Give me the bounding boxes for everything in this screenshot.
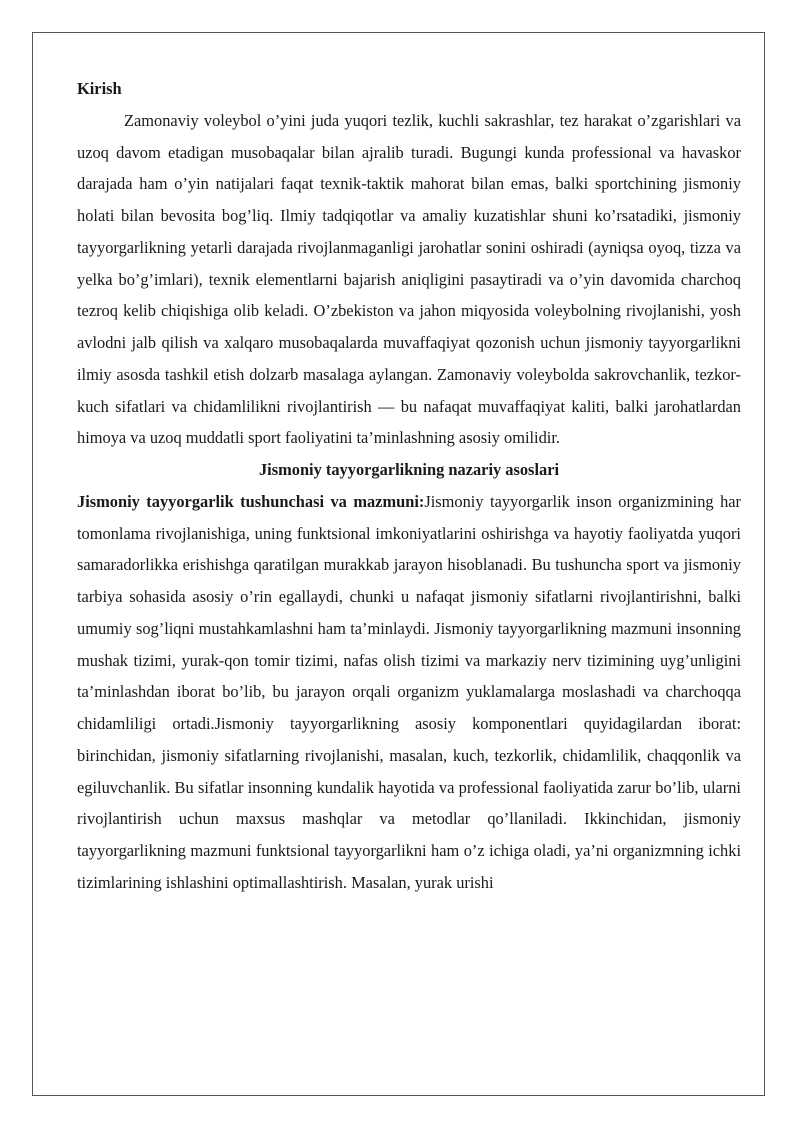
section-heading: Jismoniy tayyorgarlikning nazariy asoslari xyxy=(258,460,560,479)
document-body xyxy=(77,73,741,899)
section-paragraph xyxy=(77,486,741,899)
section-subheading: Jismoniy tayyorgarlik tushunchasi va mazmuni: xyxy=(77,491,425,511)
intro-paragraph: Zamonaviy voleybol o’yini juda yuqori tezlik, kuchli sakrashlar, tez harakat o’zgarishlari va uzoq davom etadigan musobaqalar bilan ajralib turadi. Bugungi kunda professional va havaskor darajada ham o’yin natijalari faqat texnik-taktik mahorat bilan emas, balki sportchining jismoniy holati bilan bevosita bog’liq. Ilmiy tadqiqotlar va amaliy kuzatishlar shuni ko’rsatadiki, jismoniy tayyorgarlikning yetarli darajada rivojlanmaganligi jarohatlar sonini oshiradi (ayniqsa oyoq, tizza va yelka bo’g’imlari), texnik elementlarni bajarish aniqligini pasaytiradi va o’yin davomida charchoq tezroq kelib chiqishiga olib keladi. O’zbekiston va jahon miqyosida voleybolning rivojlanishi, yosh avlodni jalb qilish va xalqaro musobaqalarda muvaffaqiyat qozonish uchun jismoniy tayyorgarlikni ilmiy asosda tashkil etish dolzarb masalaga aylangan. Zamonaviy voleybolda sakrovchanlik, tezkor-kuch sifatlari va chidamlilikni rivojlantirish — bu nafaqat muvaffaqiyat kaliti, balki jarohatlardan himoya va uzoq muddatli sport faoliyatini ta’minlashning asosiy omilidir. xyxy=(77,110,741,448)
section-paragraph-text: Jismoniy tayyorgarlik inson organizmining har tomonlama rivojlanishiga, uning funktsional imkoniyatlarini oshirishga va hayotiy faoliyatda yuqori samaradorlikka erishishga qaratilgan murakkab jarayon hisoblanadi. Bu tushuncha sport va jismoniy tarbiya sohasida asosiy o’rin egallaydi, chunki u nafaqat jismoniy sifatlarni rivojlantirishni, balki umumiy sog’liqni mustahkamlashni ham ta’minlaydi. Jismoniy tayyorgarlikning mazmuni insonning mushak tizimi, yurak-qon tomir tizimi, nafas olish tizimi va markaziy nerv tizimining uyg’unligini ta’minlashdan iborat bo’lib, bu jarayon orqali organizm yuklamalarga moslashadi va charchoqqa chidamliligi ortadi.Jismoniy tayyorgarlikning asosiy komponentlari quyidagilardan iborat: birinchidan, jismoniy sifatlarning rivojlanishi, masalan, kuch, tezkorlik, chidamlilik, chaqqonlik va egiluvchanlik. Bu sifatlar insonning kundalik hayotida va professional faoliyatida zarur bo’lib, ularni rivojlantirish uchun maxsus mashqlar va metodlar qo’llaniladi. Ikkinchidan, jismoniy tayyorgarlikning mazmuni funktsional tayyorgarlikni ham o’z ichiga oladi, ya’ni organizmning ichki tizimlarining ishlashini optimallashtirish. Masalan, yurak urishi xyxy=(77,491,741,892)
intro-heading: Kirish xyxy=(77,79,122,98)
